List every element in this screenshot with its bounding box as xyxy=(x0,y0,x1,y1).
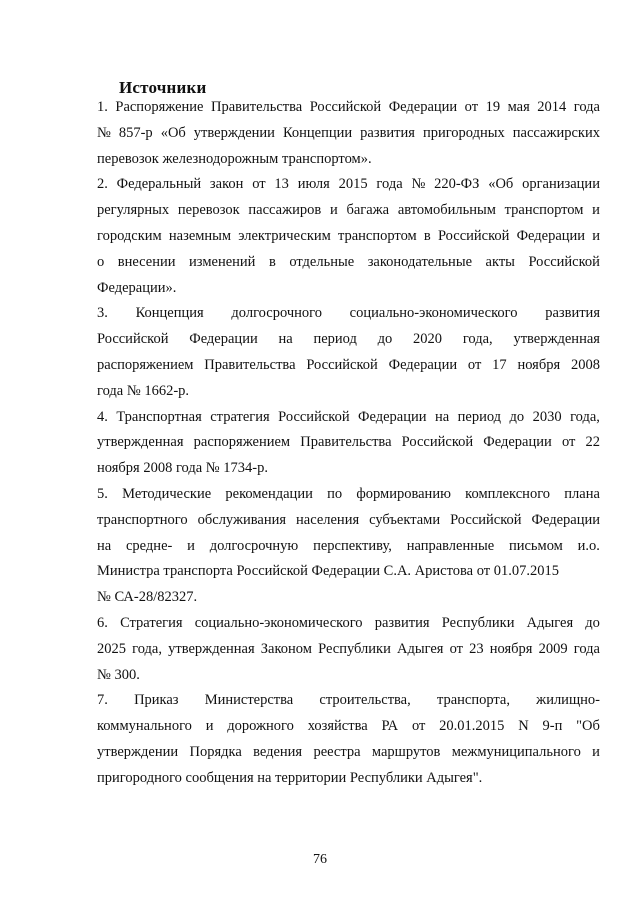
reference-line: перевозок железнодорожным транспортом». xyxy=(97,150,372,167)
reference-line: Российской Федерации на период до 2020 года, утвержденная xyxy=(97,331,600,348)
reference-item xyxy=(97,172,600,301)
reference-line: распоряжением Правительства Российской Федерации от 17 ноября 2008 xyxy=(97,356,600,373)
reference-line: 5. Методические рекомендации по формированию комплексного плана xyxy=(97,485,600,502)
reference-line: 2. Федеральный закон от 13 июля 2015 года № 220-ФЗ «Об организации xyxy=(97,176,600,193)
reference-line: 1. Распоряжение Правительства Российской Федерации от 19 мая 2014 года xyxy=(97,99,600,115)
reference-item xyxy=(97,688,600,791)
reference-line: 7. Приказ Министерства строительства, транспорта, жилищно- xyxy=(97,692,600,709)
reference-item xyxy=(97,611,600,688)
reference-line: 4. Транспортная стратегия Российской Федерации на период до 2030 года, xyxy=(97,408,600,425)
reference-line: 3. Концепция долгосрочного социально-экономического развития xyxy=(97,305,600,322)
reference-line: № 300. xyxy=(97,666,140,683)
reference-line: Министра транспорта Российской Федерации С.А. Аристова от 01.07.2015 xyxy=(97,563,559,580)
page-number: 76 xyxy=(313,852,327,867)
reference-line: № СА-28/82327. xyxy=(97,589,198,606)
reference-line: 2025 года, утвержденная Законом Республики Адыгея от 23 ноября 2009 года xyxy=(97,640,600,657)
reference-item xyxy=(97,405,600,482)
reference-line: № 857-р «Об утверждении Концепции развития пригородных пассажирских xyxy=(97,124,600,141)
reference-item xyxy=(97,95,600,172)
reference-line: о внесении изменений в отдельные законодательные акты Российской xyxy=(97,253,600,270)
reference-list xyxy=(97,95,600,792)
reference-line: утверждении Порядка ведения реестра маршрутов межмуниципального и xyxy=(97,743,600,760)
reference-item xyxy=(97,301,600,404)
reference-line: Федерации». xyxy=(97,279,177,296)
section-heading: Источники xyxy=(119,78,207,97)
reference-line: 6. Стратегия социально-экономического развития Республики Адыгея до xyxy=(97,614,600,631)
reference-line: коммунального и дорожного хозяйства РА от 20.01.2015 N 9-п "Об xyxy=(97,718,600,735)
reference-line: регулярных перевозок пассажиров и багажа автомобильным транспортом и xyxy=(97,202,600,219)
reference-line: городским наземным электрическим транспортом в Российской Федерации и xyxy=(97,227,600,244)
reference-line: транспортного обслуживания населения субъектами Российской Федерации xyxy=(97,511,600,528)
reference-item xyxy=(97,482,600,611)
reference-line: пригородного сообщения на территории Республики Адыгея". xyxy=(97,769,483,786)
reference-line: года № 1662-р. xyxy=(97,382,190,399)
reference-line: ноября 2008 года № 1734-р. xyxy=(97,460,268,477)
reference-line: на средне- и долгосрочную перспективу, направленные письмом и.о. xyxy=(97,537,600,554)
reference-line: утвержденная распоряжением Правительства Российской Федерации от 22 xyxy=(97,434,600,451)
